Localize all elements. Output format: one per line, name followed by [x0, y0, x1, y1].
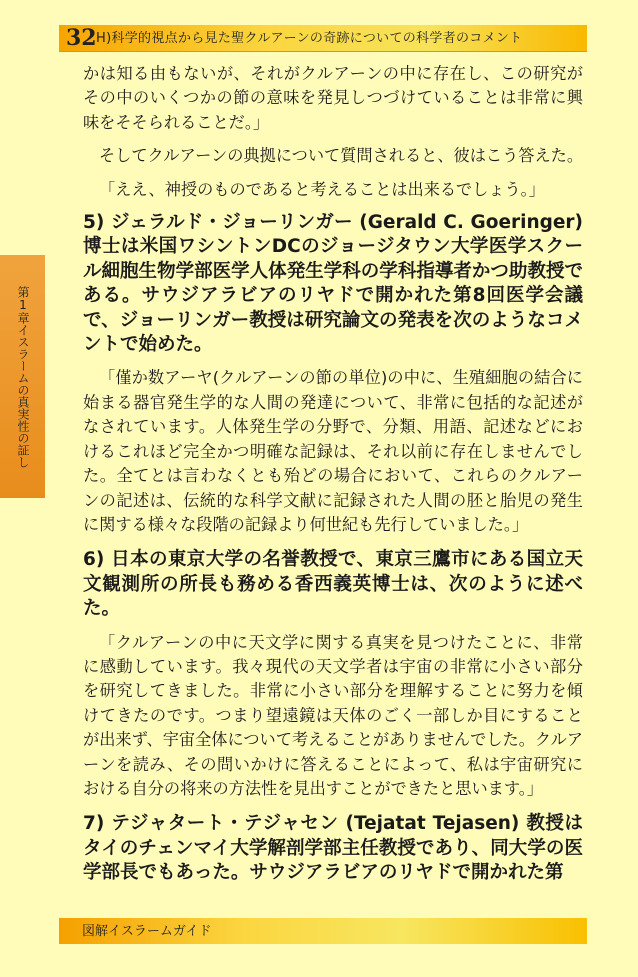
- section-item-7: 7) テジャタート・テジャセン (Tejatat Tejasen) 教授はタイのチェンマイ大学解剖学部主任教授であり、同大学の医学部長でもあった。サウジアラビアのリヤドで開かれた第: [83, 813, 583, 884]
- quote-paragraph: 「ええ、神授のものであると考えることは出来るでしょう。」: [99, 179, 545, 199]
- page-number: 32: [66, 25, 97, 51]
- section-item-6: 6) 日本の東京大学の名誉教授で、東京三鷹市にある国立天文観測所の所長も務める香西義英博士は、次のように述べた。: [83, 549, 583, 620]
- page-body: [83, 62, 583, 886]
- body-paragraph: かは知る由もないが、それがクルアーンの中に存在し、この研究がその中のいくつかの節の意味を発見しつづけていることは非常に興味をそそられることだ。」: [83, 64, 583, 132]
- section-item-5: 5) ジェラルド・ジョーリンガー (Gerald C. Goeringer) 博士は米国ワシントンDCのジョージタウン大学医学スクール細胞生物学部医学人体発生学科の学科指導者かつ助教授である。サウジアラビアのリヤドで開かれた第8回医学会議で、ジョーリンガー教授は研究論文の発表を次のようなコメントで始めた。: [83, 212, 583, 356]
- footer-title: 図解イスラームガイド: [82, 924, 212, 939]
- chapter-subtitle: イスラームの真実性の証し: [16, 323, 30, 468]
- body-paragraph: そしてクルアーンの典拠について質問されると、彼はこう答えた。: [99, 146, 584, 166]
- chapter-number: 第1章: [16, 285, 30, 324]
- quote-paragraph: 「クルアーンの中に天文学に関する真実を見つけたことに、非常に感動しています。我々現代の天文学者は宇宙の非常に小さい部分を研究してきました。非常に小さい部分を理解することに努力を傾けてきたのです。つまり望遠鏡は天体のごく一部しか目にすることが出来ず、宇宙全体について考えることがありませんでした。クルアーンを読み、その問いかけに答えることによって、私は宇宙研究における自分の将来の方法性を見出すことができたと思います。」: [83, 632, 583, 798]
- quote-paragraph: 「僅か数アーヤ(クルアーンの節の単位)の中に、生殖細胞の結合に始まる器官発生学的な人間の発達について、非常に包括的な記述がなされています。人体発生学の分野で、分類、用語、記述などにおけるこれほど完全かつ明確な記録は、それ以前に存在しませんでした。全てとは言わなくとも殆どの場合において、これらのクルアーンの記述は、伝統的な科学文献に記録された人間の胚と胎児の発生に関する様々な段階の記録より何世紀も先行していました。」: [83, 368, 583, 534]
- header-title: H)科学的視点から見た聖クルアーンの奇跡についての科学者のコメント: [96, 31, 523, 46]
- chapter-side-label: [0, 255, 45, 498]
